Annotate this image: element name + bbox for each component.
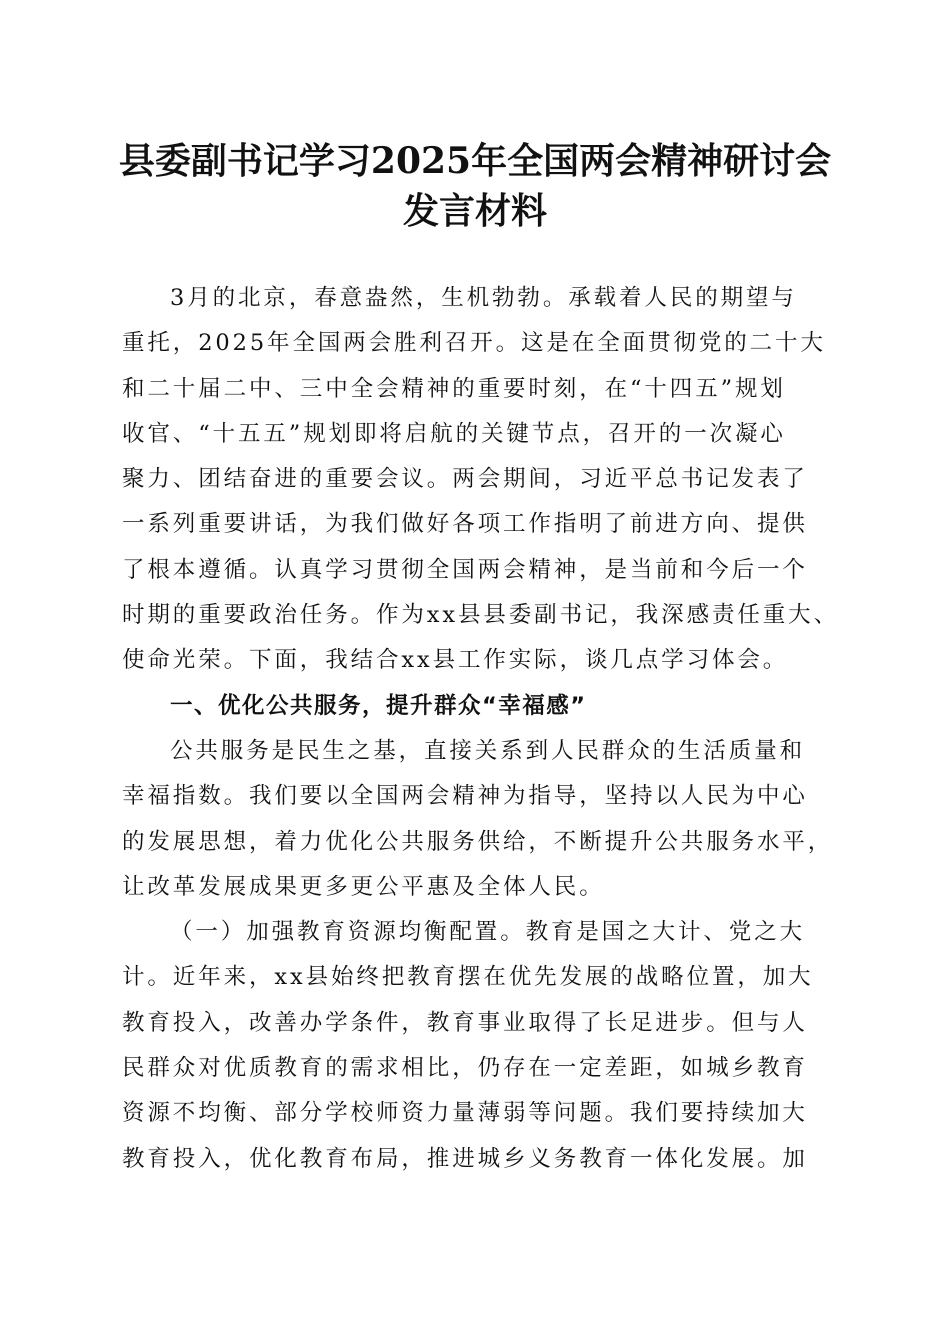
paragraph-line: 3月的北京，春意盎然，生机勃勃。承载着人民的期望与: [170, 285, 797, 311]
paragraph-line: 教育投入，优化教育布局，推进城乡义务教育一体化发展。加: [122, 1145, 808, 1172]
paragraph-line: 重托，2025年全国两会胜利召开。这是在全面贯彻党的二十大: [122, 330, 826, 357]
paragraph-line: 资源不均衡、部分学校师资力量薄弱等问题。我们要持续加大: [122, 1100, 808, 1127]
title-line-2: 发言材料: [402, 190, 547, 232]
paragraph-line: 收官、“十五五”规划即将启航的关键节点，召开的一次凝心: [122, 420, 786, 447]
paragraph-line: 让改革发展成果更多更公平惠及全体人民。: [122, 873, 605, 900]
paragraph-line: 教育投入，改善办学条件，教育事业取得了长足进步。但与人: [122, 1009, 808, 1036]
paragraph-line: 公共服务是民生之基，直接关系到人民群众的生活质量和: [170, 737, 806, 764]
paragraph-line: 聚力、团结奋进的重要会议。两会期间，习近平总书记发表了: [122, 466, 808, 493]
paragraph-line: 和二十届二中、三中全会精神的重要时刻，在“十四五”规划: [122, 375, 786, 402]
subsection-line: （一）加强教育资源均衡配置。教育是国之大计、党之大: [170, 919, 806, 946]
paragraph-line: 计。近年来，xx县始终把教育摆在优先发展的战略位置，加大: [122, 964, 814, 991]
paragraph-line: 的发展思想，着力优化公共服务供给，不断提升公共服务水平，: [122, 828, 834, 855]
paragraph-line: 幸福指数。我们要以全国两会精神为指导，坚持以人民为中心: [122, 783, 808, 810]
title-line-1: 县委副书记学习2025年全国两会精神研讨会: [118, 140, 832, 182]
paragraph-line: 使命光荣。下面，我结合xx县工作实际，谈几点学习体会。: [122, 647, 789, 674]
paragraph-line: 时期的重要政治任务。作为xx县县委副书记，我深感责任重大、: [122, 602, 839, 629]
paragraph-line: 民群众对优质教育的需求相比，仍存在一定差距，如城乡教育: [122, 1055, 808, 1082]
document-title: [100, 136, 850, 236]
document-body: [122, 276, 839, 1182]
section-heading: 一、优化公共服务，提升群众“幸福感”: [170, 692, 587, 719]
paragraph-line: 了根本遵循。认真学习贯彻全国两会精神，是当前和今后一个: [122, 556, 808, 583]
paragraph-line: 一系列重要讲话，为我们做好各项工作指明了前进方向、提供: [122, 511, 808, 538]
